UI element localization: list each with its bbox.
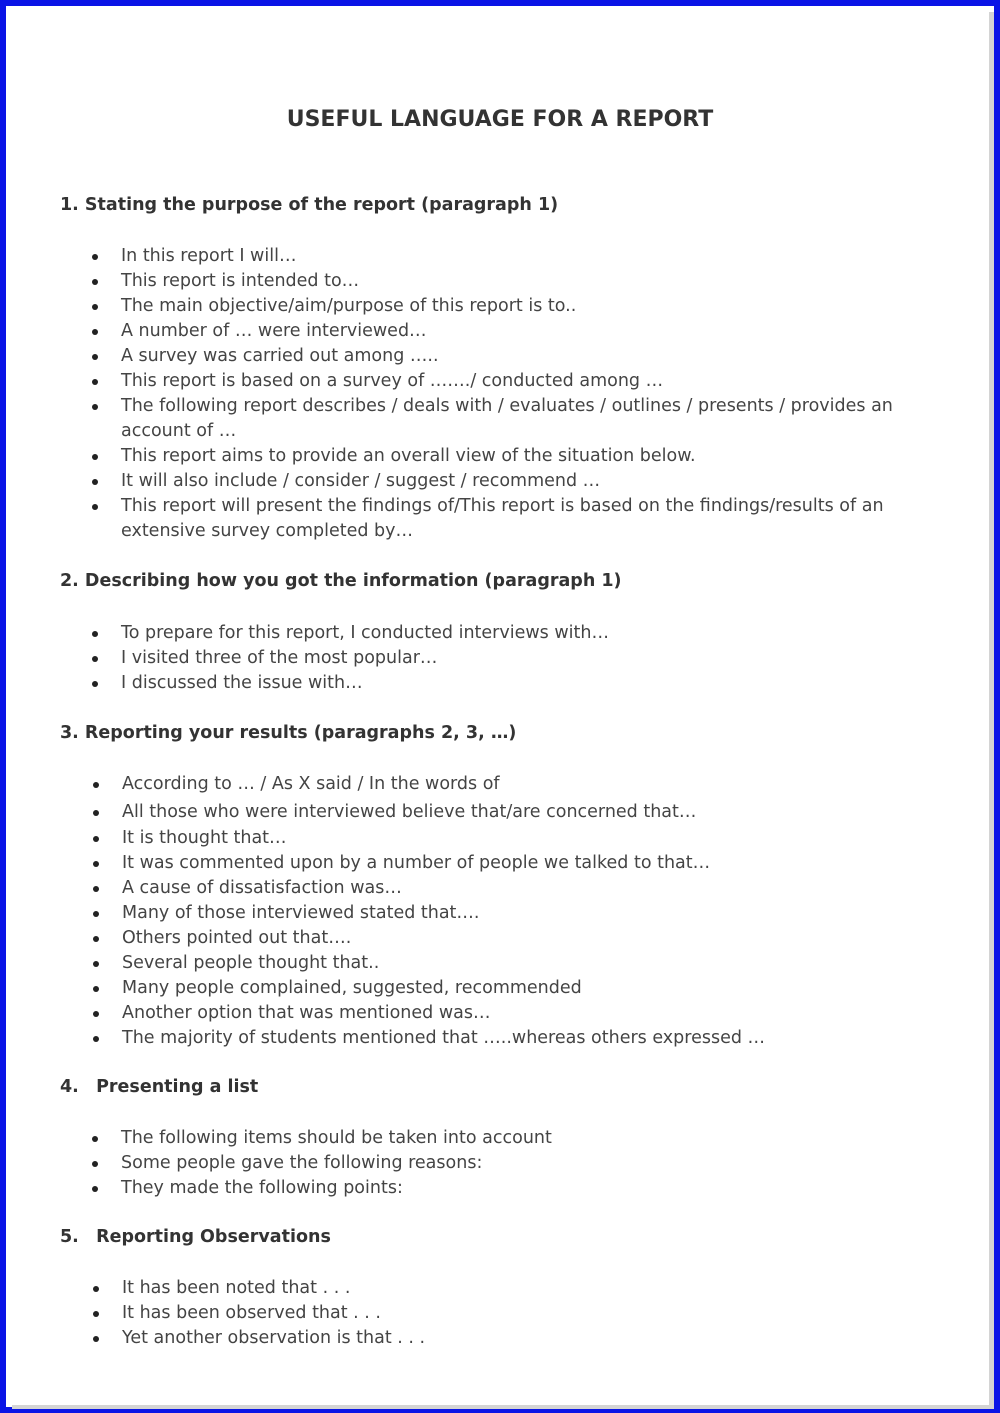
list-item: This report will present the findings of/This report is based on the findings/results of an extensive survey completed by…: [121, 494, 901, 544]
list-item: All those who were interviewed believe that/are concerned that…: [122, 800, 902, 825]
list-item: It has been noted that . . .: [122, 1276, 902, 1301]
section-number: 1.: [60, 195, 79, 215]
list-item: It was commented upon by a number of people we talked to that…: [122, 851, 902, 876]
section-title: Presenting a list: [96, 1077, 259, 1097]
section-heading-4: [60, 1077, 258, 1097]
list-item: Several people thought that..: [122, 951, 902, 976]
list-item: The following report describes / deals with / evaluates / outlines / presents / provides an account of …: [121, 394, 901, 444]
list-item: Some people gave the following reasons:: [121, 1151, 901, 1176]
list-item: Others pointed out that….: [122, 926, 902, 951]
list-item: It will also include / consider / suggest / recommend …: [121, 469, 901, 494]
section-number: 3.: [60, 723, 79, 743]
list-item: This report aims to provide an overall view of the situation below.: [121, 444, 901, 469]
list-item: Many of those interviewed stated that….: [122, 901, 902, 926]
list-item: A cause of dissatisfaction was…: [122, 876, 902, 901]
section-heading-5: [60, 1227, 331, 1247]
list-item: This report is intended to…: [121, 269, 901, 294]
list-item: A survey was carried out among …..: [121, 344, 901, 369]
section-number: 5.: [60, 1227, 79, 1247]
list-item: I discussed the issue with…: [121, 671, 901, 696]
section-heading-2: [60, 571, 622, 591]
list-item: Many people complained, suggested, recommended: [122, 976, 902, 1001]
list-item: The following items should be taken into account: [121, 1126, 901, 1151]
section-heading-3: [60, 723, 516, 743]
list-item: This report is based on a survey of ……./ conducted among …: [121, 369, 901, 394]
section-title: Stating the purpose of the report (paragraph 1): [84, 195, 559, 215]
list-item: Another option that was mentioned was…: [122, 1001, 902, 1026]
section-title: Reporting your results (paragraphs 2, 3, …): [84, 723, 517, 743]
section-title: Reporting Observations: [96, 1227, 331, 1247]
list-item: I visited three of the most popular…: [121, 646, 901, 671]
section-number: 4.: [60, 1077, 79, 1097]
list-item: The main objective/aim/purpose of this report is to..: [121, 294, 901, 319]
list-item: A number of … were interviewed…: [121, 319, 901, 344]
section-title: Describing how you got the information (paragraph 1): [84, 571, 622, 591]
list-item: Yet another observation is that . . .: [122, 1326, 902, 1351]
list-item: It is thought that…: [122, 826, 902, 851]
list-item: According to … / As X said / In the words of: [122, 772, 902, 797]
list-item: In this report I will…: [121, 244, 901, 269]
list-item: They made the following points:: [121, 1176, 901, 1201]
list-item: To prepare for this report, I conducted interviews with…: [121, 621, 901, 646]
list-item: It has been observed that . . .: [122, 1301, 902, 1326]
section-heading-1: [60, 195, 558, 215]
list-item: The majority of students mentioned that …..whereas others expressed …: [122, 1026, 902, 1051]
section-number: 2.: [60, 571, 79, 591]
page-title: USEFUL LANGUAGE FOR A REPORT: [286, 107, 714, 132]
